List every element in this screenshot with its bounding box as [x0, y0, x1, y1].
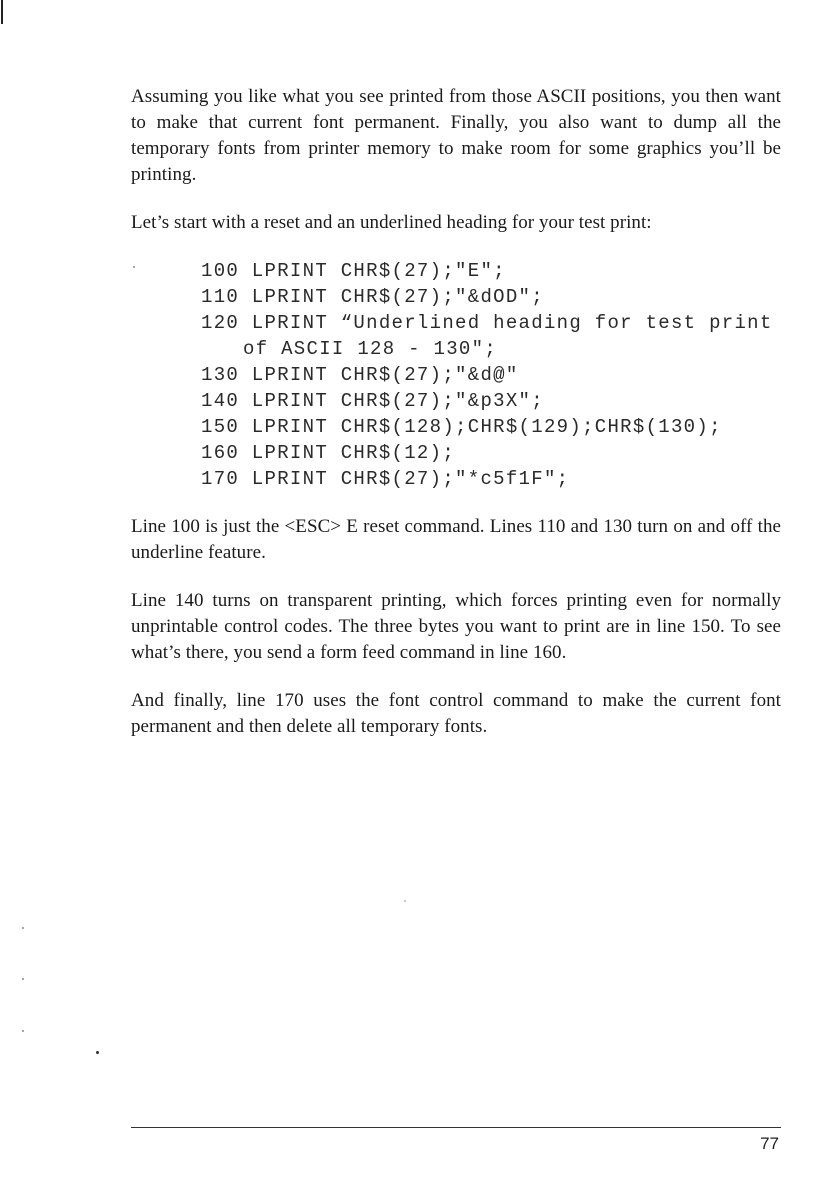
line-100-explanation: Line 100 is just the <ESC> E reset command. Lines 110 and 130 turn on and off the underline feature. — [131, 516, 781, 563]
scan-speck — [22, 1030, 24, 1032]
scan-speck — [22, 978, 24, 980]
code-line-120-continued: of ASCII 128 - 130"; — [243, 338, 498, 360]
page-body — [131, 84, 781, 740]
code-line-170: 170 LPRINT CHR$(27);"*c5f1F"; — [201, 468, 570, 490]
page-number: 77 — [760, 1134, 779, 1153]
basic-code-listing — [201, 258, 781, 492]
code-line-110: 110 LPRINT CHR$(27);"&dOD"; — [201, 286, 544, 308]
scan-speck — [404, 900, 406, 902]
code-line-140: 140 LPRINT CHR$(27);"&p3X"; — [201, 390, 544, 412]
scan-speck — [22, 927, 24, 929]
intro-paragraph: Assuming you like what you see printed from those ASCII positions, you then want to make that current font permanent. Finally, you also want to dump all the temporary fonts from printer memory to make room for some graphics you’ll be printing. — [131, 86, 781, 185]
scan-edge-mark — [1, 0, 3, 24]
footer-rule — [131, 1127, 781, 1128]
line-170-explanation: And finally, line 170 uses the font control command to make the current font permanent and then delete all temporary fonts. — [131, 690, 781, 737]
scan-speck — [133, 266, 135, 268]
code-line-130: 130 LPRINT CHR$(27);"&d@" — [201, 364, 519, 386]
line-140-explanation: Line 140 turns on transparent printing, which forces printing even for normally unprintable control codes. The three bytes you want to print are in line 150. To see what’s there, you send a form feed command in line 160. — [131, 590, 781, 663]
code-line-100: 100 LPRINT CHR$(27);"E"; — [201, 260, 506, 282]
code-line-150: 150 LPRINT CHR$(128);CHR$(129);CHR$(130); — [201, 416, 722, 438]
code-line-160: 160 LPRINT CHR$(12); — [201, 442, 456, 464]
lead-in-paragraph: Let’s start with a reset and an underlined heading for your test print: — [131, 212, 652, 233]
code-line-120: 120 LPRINT “Underlined heading for test print — [201, 312, 773, 334]
scan-speck — [96, 1051, 99, 1054]
